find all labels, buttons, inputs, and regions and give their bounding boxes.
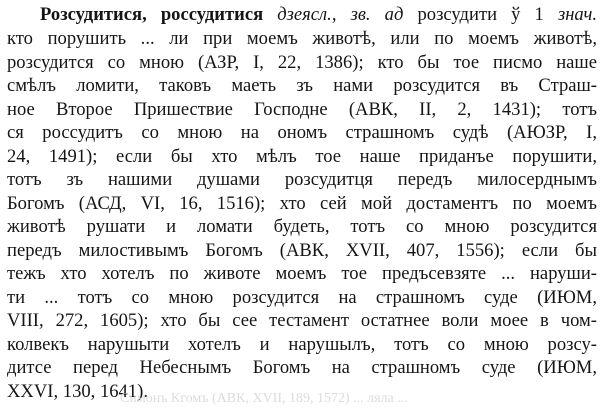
entry-grammar: дзеясл., зв. ад (277, 4, 404, 25)
entry-line: колвекъ нарушыти хотелъ и нарушылъ, тотъ со мною розсу- (7, 333, 597, 355)
entry-first-line (40, 4, 597, 26)
entry-line: дитсе перед Небеснымъ Богомъ на страшномъ суде (ИЮМ, (7, 357, 597, 378)
entry-reference-note: знач. (557, 4, 597, 25)
entry-line: смѣлъ ломити, таковъ маеть зъ нами розсудится въ Страш- (7, 75, 597, 96)
entry-line: кто порушить ... ли при моемъ животѣ, или по моемъ животѣ, (7, 28, 597, 49)
entry-line: тотъ зъ нашими душами розсудитця передъ милосерднымъ (7, 169, 597, 190)
entry-line: Богомъ (АСД, VI, 16, 1516); хто сей мой достаментъ по моемъ (7, 192, 597, 214)
entry-line: передъ милостивымъ Богомъ (АВК, XVII, 407, 1556); если бы (7, 239, 597, 261)
entry-reference: розсудити ў 1 (417, 4, 544, 25)
bleed-through-text: Симонъ Кгомъ (АВК, XVII, 189, 1572) ... ляла ... (120, 392, 408, 406)
entry-line: VIII, 272, 1605); хто бы сее тестамент остатнее воли моее в чом- (7, 310, 597, 331)
entry-line: ти ... тотъ со мною розсудится на страшномъ суде (ИЮМ, (7, 286, 597, 308)
entry-line: ся россудитъ со мною на ономъ страшномъ судѣ (АЮЗР, I, (7, 122, 597, 143)
entry-line: тежъ хто хотелъ по животе моемъ тое предъсевзяте ... наруши- (7, 263, 597, 284)
entry-line: розсудится со мною (АЗР, I, 22, 1386); кто бы тое писмо наше (7, 51, 597, 73)
entry-headword: Розсудитися, россудитися (40, 4, 264, 25)
entry-line-last: XXVI, 130, 1641). (7, 380, 148, 402)
entry-line: животѣ рушати и ломати будеть, тотъ со мною розсудится (7, 216, 597, 237)
entry-line: ное Второе Пришествие Господне (АВК, II, 2, 1431); тотъ (7, 98, 597, 120)
entry-line: 24, 1491); если бы хто мѣлъ тое наше приданъе порушити, (7, 145, 597, 167)
